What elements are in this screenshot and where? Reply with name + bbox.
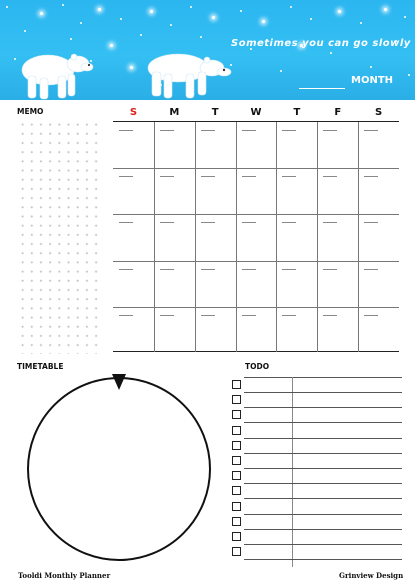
weekday-header-1: M [169,107,180,118]
date-dash [242,130,256,131]
date-dash [364,130,378,131]
date-dash [323,269,337,270]
calendar-day-cell[interactable] [358,168,399,214]
todo-row-line[interactable] [244,468,402,469]
snowflake-dot [404,16,406,18]
snowflake-dot [240,10,242,12]
date-dash [364,176,378,177]
memo-dot-grid[interactable] [18,120,100,354]
todo-checkbox[interactable] [232,395,241,404]
calendar-day-cell[interactable] [154,168,195,214]
header-banner [0,0,415,100]
todo-row-line[interactable] [244,544,402,545]
calendar-day-cell[interactable] [276,168,317,214]
calendar-day-cell[interactable] [276,261,317,307]
date-dash [323,130,337,131]
weekday-header-4: T [293,107,301,118]
date-dash [242,269,256,270]
calendar-day-cell[interactable] [195,261,236,307]
calendar-day-cell[interactable] [113,307,154,353]
weekday-header-6: S [375,107,383,118]
todo-checkbox[interactable] [232,502,241,511]
calendar-day-cell[interactable] [317,214,358,260]
snowflake-dot [190,6,192,8]
todo-checkbox[interactable] [232,426,241,435]
date-dash [364,315,378,316]
month-label: MONTH [351,75,394,86]
calendar-day-cell[interactable] [276,307,317,353]
date-dash [242,176,256,177]
todo-checkbox[interactable] [232,456,241,465]
snowflake-dot [40,12,43,15]
weekday-header-5: F [334,107,342,118]
calendar-day-cell[interactable] [113,214,154,260]
date-dash [282,269,296,270]
polar-bear-left [22,54,93,99]
date-dash [323,315,337,316]
date-dash [323,176,337,177]
snowflake-dot [370,66,372,68]
calendar-day-cell[interactable] [317,168,358,214]
month-write-line[interactable] [299,88,345,89]
todo-label: TODO [245,362,270,371]
snowflake-dot [170,24,172,26]
polar-bear-right [148,54,231,98]
date-dash [160,130,174,131]
calendar-day-cell[interactable] [154,122,195,168]
todo-row-line[interactable] [244,529,402,530]
weekday-header-0: S [129,107,138,118]
weekday-header-3: W [250,107,262,118]
snowflake-dot [98,8,101,11]
date-dash [282,222,296,223]
date-dash [282,130,296,131]
calendar-day-cell[interactable] [195,168,236,214]
weekday-header-2: T [211,107,219,118]
snowflake-dot [384,8,387,11]
snowflake-dot [6,6,8,8]
calendar-day-cell[interactable] [113,122,154,168]
date-dash [364,269,378,270]
date-dash [119,315,133,316]
polar-bears-illustration [0,40,260,100]
calendar-day-cell[interactable] [113,261,154,307]
todo-row-line[interactable] [244,498,402,499]
snowflake-dot [200,36,202,38]
todo-checkbox[interactable] [232,471,241,480]
calendar-day-cell[interactable] [317,261,358,307]
snowflake-dot [360,22,362,24]
calendar-day-cell[interactable] [358,214,399,260]
snowflake-dot [408,74,410,76]
date-dash [160,315,174,316]
date-dash [242,315,256,316]
todo-checkbox[interactable] [232,410,241,419]
calendar-day-cell[interactable] [317,122,358,168]
date-dash [119,222,133,223]
todo-row-line[interactable] [244,514,402,515]
snowflake-dot [338,10,341,13]
date-dash [119,130,133,131]
date-dash [364,222,378,223]
footer-designer-credit: Grinview Design [339,571,404,580]
date-dash [119,176,133,177]
snowflake-dot [140,34,142,36]
todo-row-line[interactable] [244,438,402,439]
snowflake-dot [310,18,312,20]
calendar-day-cell[interactable] [317,307,358,353]
calendar-day-cell[interactable] [195,122,236,168]
calendar-day-cell[interactable] [236,168,277,214]
date-dash [119,269,133,270]
calendar-day-cell[interactable] [113,168,154,214]
todo-row-line[interactable] [244,422,402,423]
date-dash [282,315,296,316]
todo-checkbox[interactable] [232,441,241,450]
todo-row-line[interactable] [244,559,402,560]
calendar-day-cell[interactable] [276,122,317,168]
snowflake-dot [330,52,332,54]
todo-column-divider [292,377,293,567]
date-dash [242,222,256,223]
date-dash [160,176,174,177]
timetable-label: TIMETABLE [17,362,64,371]
todo-row-line[interactable] [244,483,402,484]
date-dash [323,222,337,223]
clock-pointer-icon [112,374,126,390]
memo-label: MEMO [17,107,44,116]
todo-row-line[interactable] [244,392,402,393]
snowflake-dot [290,6,292,8]
date-dash [201,315,215,316]
date-dash [201,269,215,270]
todo-checkbox[interactable] [232,532,241,541]
calendar-day-cell[interactable] [358,307,399,353]
todo-checkbox[interactable] [232,547,241,556]
date-dash [282,176,296,177]
calendar-day-cell[interactable] [236,214,277,260]
snowflake-dot [80,22,82,24]
timetable-clock-circle[interactable] [27,377,211,561]
calendar-day-cell[interactable] [358,122,399,168]
calendar-day-cell[interactable] [236,261,277,307]
snowflake-dot [150,10,153,13]
snowflake-dot [24,30,26,32]
calendar-day-cell[interactable] [195,214,236,260]
footer-planner-title: Tooldi Monthly Planner [18,571,111,580]
todo-row-line[interactable] [244,407,402,408]
calendar-day-cell[interactable] [236,122,277,168]
date-dash [201,222,215,223]
calendar-day-cell[interactable] [154,214,195,260]
calendar-day-cell[interactable] [195,307,236,353]
date-dash [160,269,174,270]
calendar-day-cell[interactable] [358,261,399,307]
snowflake-dot [212,16,215,19]
todo-checkbox[interactable] [232,486,241,495]
date-dash [160,222,174,223]
calendar-day-cell[interactable] [236,307,277,353]
todo-checkbox[interactable] [232,517,241,526]
todo-top-line [244,377,402,378]
date-dash [201,130,215,131]
date-dash [201,176,215,177]
calendar-day-cell[interactable] [154,261,195,307]
calendar-day-cell[interactable] [154,307,195,353]
snowflake-dot [62,4,64,6]
header-slogan: Sometimes you can go slowly [231,38,411,49]
todo-row-line[interactable] [244,453,402,454]
snowflake-dot [280,70,282,72]
todo-checkbox[interactable] [232,380,241,389]
snowflake-dot [120,18,122,20]
snowflake-dot [262,20,265,23]
calendar-day-cell[interactable] [276,214,317,260]
